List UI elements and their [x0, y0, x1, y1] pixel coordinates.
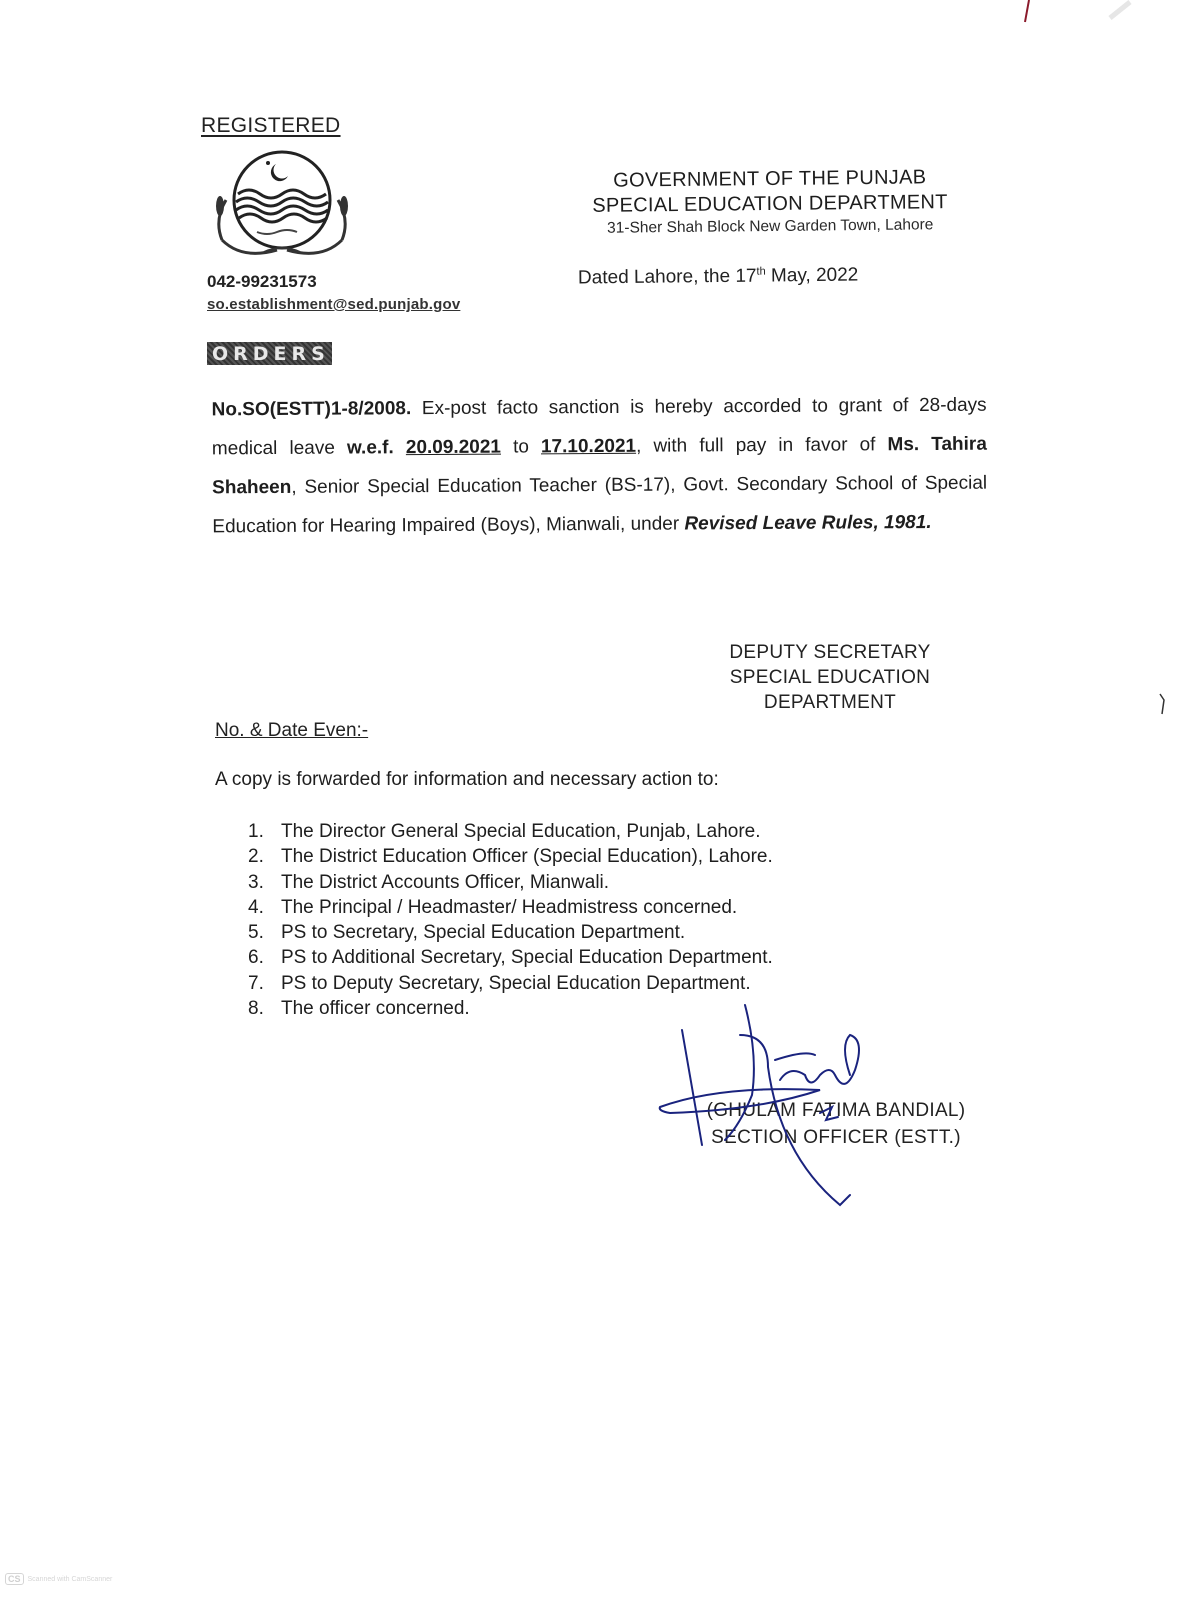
punjab-government-emblem-icon — [212, 148, 352, 266]
department-title: SPECIAL EDUCATION DEPARTMENT — [592, 191, 948, 217]
leave-to-date: 17.10.2021 — [540, 435, 637, 458]
officer-title: SECTION OFFICER (ESTT.) — [711, 1127, 961, 1148]
list-item-text: PS to Secretary, Special Education Department. — [281, 922, 686, 944]
list-item-number: 1. — [248, 821, 264, 842]
list-item — [248, 945, 773, 970]
list-item-text: The officer concerned. — [281, 998, 470, 1020]
leave-rules: Revised Leave Rules, 1981. — [684, 511, 932, 535]
list-item-number: 4. — [248, 896, 264, 918]
copy-recipient-list — [248, 819, 773, 1021]
order-text-3: , Senior Special Education Teacher (BS-17), Govt. Secondary School of Special Education for Hearing Impaired (Boys), Mianwali, under — [212, 472, 988, 538]
pen-stroke-mark-icon — [1020, 0, 1036, 24]
list-item — [248, 920, 773, 945]
orders-heading: ORDERS — [207, 342, 332, 365]
deputy-secretary-block — [700, 640, 960, 715]
camscanner-watermark — [5, 1573, 112, 1585]
letterhead — [560, 166, 981, 238]
list-item-text: The District Education Officer (Special Education), Lahore. — [281, 846, 773, 868]
list-item — [248, 844, 773, 869]
order-paragraph — [212, 386, 988, 547]
no-date-even-label: No. & Date Even:- — [215, 720, 369, 741]
scan-smudge-icon — [1100, 0, 1140, 20]
letter-date — [578, 265, 859, 290]
list-item-text: The District Accounts Officer, Mianwali. — [281, 871, 610, 893]
edge-mark-icon — [1158, 692, 1166, 716]
order-text-2: , with full pay in favor of — [635, 434, 888, 457]
date-suffix: May, 2022 — [765, 264, 859, 287]
department-address: 31-Sher Shah Block New Garden Town, Lahore — [607, 216, 934, 237]
to-word: to — [500, 436, 542, 458]
list-item-number: 5. — [248, 922, 264, 944]
list-item-number: 8. — [248, 998, 264, 1020]
list-item-number: 7. — [248, 972, 264, 994]
list-item-text: The Principal / Headmaster/ Headmistress concerned. — [281, 896, 738, 918]
leave-from-date: 20.09.2021 — [405, 436, 502, 459]
signature-icon — [640, 995, 900, 1225]
list-item-number: 2. — [248, 846, 264, 868]
list-item-number: 6. — [248, 947, 264, 969]
email-link[interactable]: so.establishment@sed.punjab.gov — [207, 296, 461, 313]
deputy-line-2: SPECIAL EDUCATION — [729, 667, 931, 688]
copy-forward-intro: A copy is forwarded for information and necessary action to: — [215, 769, 719, 790]
deputy-line-1: DEPUTY SECRETARY — [729, 642, 931, 663]
phone-number: 042-99231573 — [207, 272, 317, 291]
order-number: No.SO(ESTT)1-8/2008. — [211, 398, 412, 421]
government-title: GOVERNMENT OF THE PUNJAB — [613, 166, 927, 192]
list-item — [248, 971, 773, 996]
list-item — [248, 895, 773, 920]
order-text-1: Ex-post facto sanction is hereby accorded to grant of 28-days medical leave — [211, 394, 987, 460]
officer-name: (GHULAM FATIMA BANDIAL) — [706, 1100, 966, 1121]
list-item-text: PS to Deputy Secretary, Special Education Department. — [281, 972, 751, 994]
registered-label: REGISTERED — [201, 114, 341, 137]
camscanner-text: Scanned with CamScanner — [27, 1575, 113, 1583]
wef-label: w.e.f. — [346, 437, 394, 459]
list-item — [248, 870, 773, 895]
list-item-text: The Director General Special Education, Punjab, Lahore. — [281, 821, 761, 842]
camscanner-logo-icon: CS — [5, 1573, 24, 1585]
employee-name: Ms. Tahira Shaheen — [212, 433, 987, 499]
list-item-number: 3. — [248, 871, 264, 893]
deputy-line-3: DEPARTMENT — [763, 692, 897, 713]
list-item-text: PS to Additional Secretary, Special Education Department. — [281, 947, 773, 969]
list-item — [248, 819, 773, 844]
date-ordinal: th — [756, 265, 766, 278]
date-prefix: Dated Lahore, the 17 — [577, 265, 757, 289]
